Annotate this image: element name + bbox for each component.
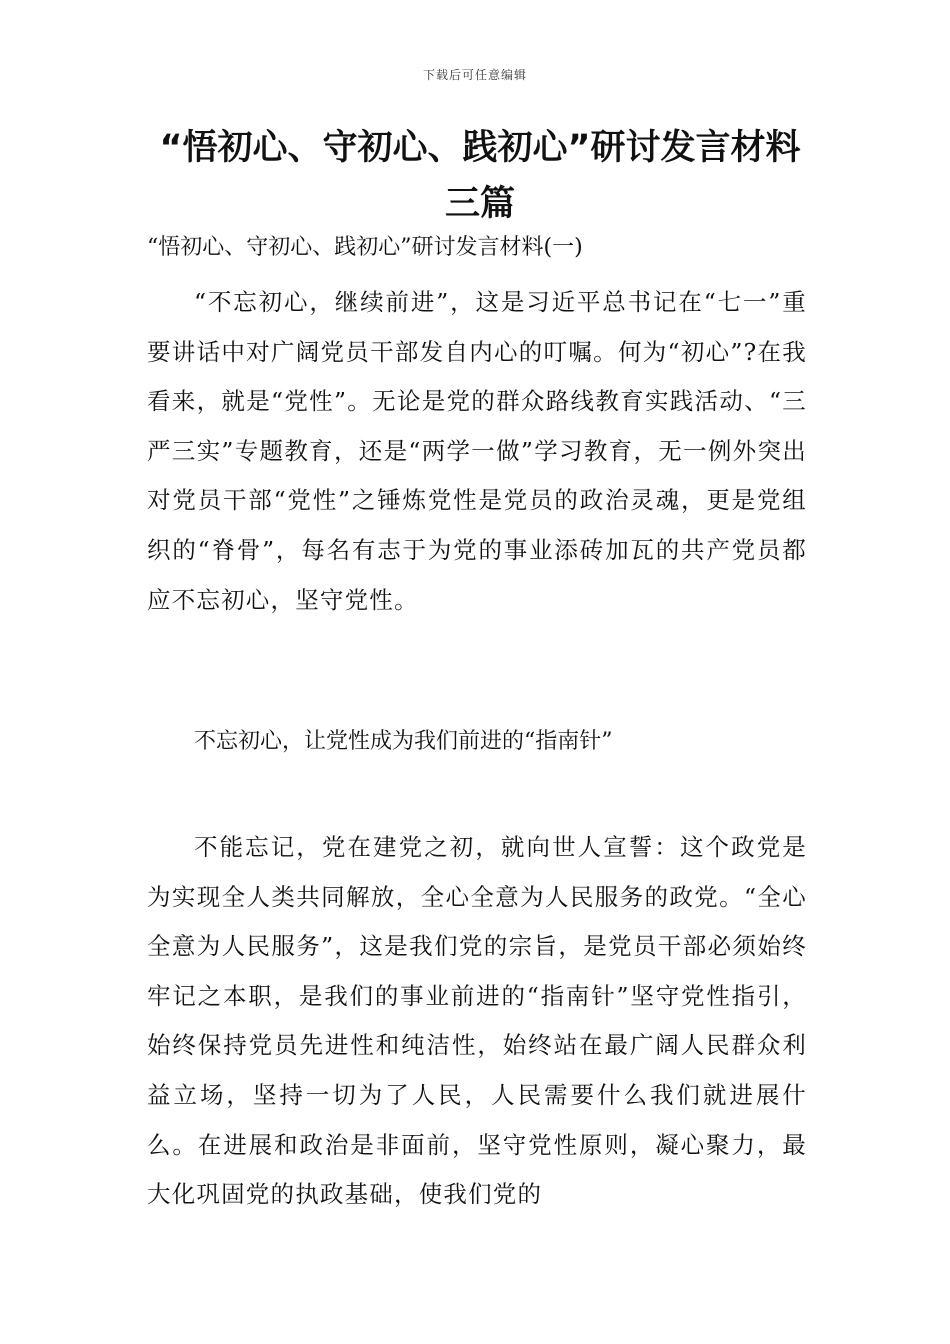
document-subtitle: “悟初心、守初心、践初心”研讨发言材料(一) (147, 235, 583, 260)
paragraph-1: “不忘初心，继续前进”，这是习近平总书记在“七一”重要讲话中对广阔党员干部发自内心的叮嘱。何为“初心”?在我看来，就是“党性”。无论是党的群众路线教育实践活动、“三严三实”专题教育，还是“两学一做”学习教育，无一例外突出对党员干部“党性”之锤炼党性是党员的政治灵魂，更是党组织的“脊骨”，每名有志于为党的事业添砖加瓦的共产党员都应不忘初心，坚守党性。 (147, 288, 807, 614)
section-heading: 不忘初心，让党性成为我们前进的“指南针” (194, 729, 613, 754)
header-note: 下载后可任意编辑 (422, 68, 527, 82)
document-title: “悟初心、守初心、践初心”研讨发言材料三篇 (159, 128, 801, 224)
paragraph-2: 不能忘记，党在建党之初，就向世人宣誓：这个政党是为实现全人类共同解放，全心全意为人民服务的政党。“全心全意为人民服务”，这是我们党的宗旨，是党员干部必须始终牢记之本职，是我们的事业前进的“指南针”坚守党性指引，始终保持党员先进性和纯洁性，始终站在最广阔人民群众利益立场，坚持一切为了人民，人民需要什么我们就进展什么。在进展和政治是非面前，坚守党性原则，凝心聚力，最大化巩固党的执政基础，使我们党的 (147, 833, 807, 1209)
